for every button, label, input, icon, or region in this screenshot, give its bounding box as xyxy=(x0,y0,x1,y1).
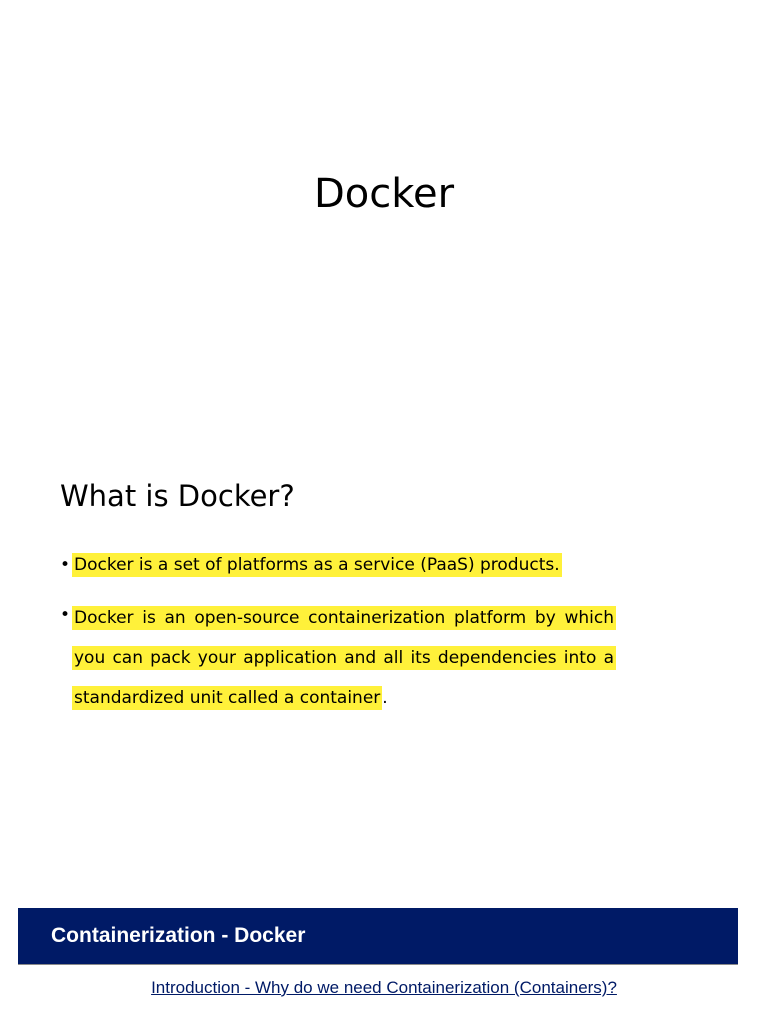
highlighted-text: Docker is a set of platforms as a service (PaaS) products. xyxy=(74,555,560,575)
slide-title: Docker xyxy=(313,171,455,217)
bullet-icon: • xyxy=(60,555,71,575)
header-banner xyxy=(18,908,738,965)
section-heading: What is Docker? xyxy=(60,479,295,513)
list-item xyxy=(60,598,616,718)
intro-link[interactable]: Introduction - Why do we need Containerization (Containers)? xyxy=(151,978,617,997)
bullet-icon: • xyxy=(60,605,71,625)
bullet-list xyxy=(60,548,616,734)
list-item xyxy=(60,548,616,582)
highlighted-text: Docker is an open-source containerization platform by which you can pack your application and all its dependencies into a standardized unit called a container xyxy=(74,608,614,708)
trailing-period: . xyxy=(382,688,388,708)
banner-title: Containerization - Docker xyxy=(51,924,306,947)
